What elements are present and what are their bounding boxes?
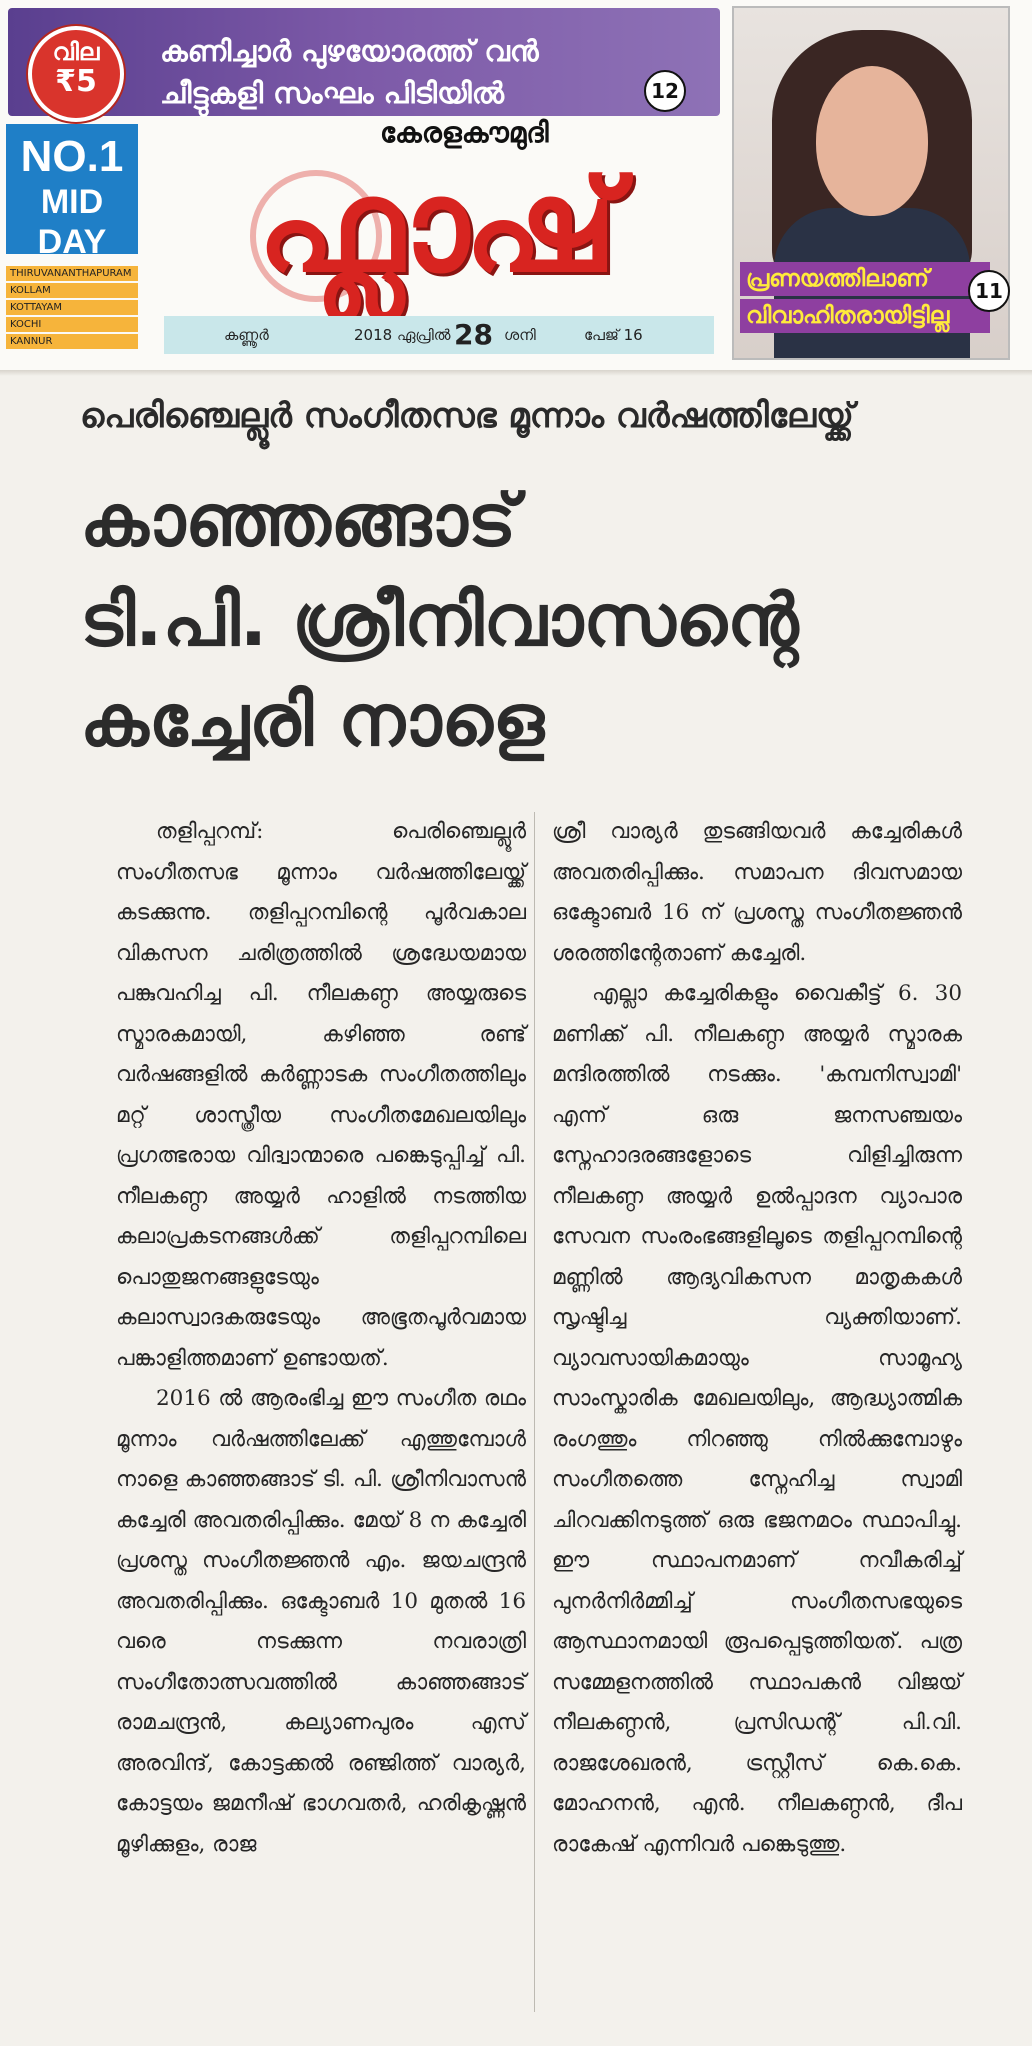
paragraph: എല്ലാ കച്ചേരികളും വൈകീട്ട് 6. 30 മണിക്ക് പി. നീലകണ്ഠ അയ്യർ സ്മാരക മന്ദിരത്തിൽ നടക്കും. 'കമ്പനിസ്വാമി' എന്ന് ഒരു ജനസഞ്ചയം സ്നേഹാദരങ്ങളോടെ വിളിച്ചിരുന്ന നീലകണ്ഠ അയ്യർ ഉൽപ്പാദന വ്യാപാര സേവന സംരംഭങ്ങളിലൂടെ തളിപ്പറമ്പിന്റെ മണ്ണിൽ ആദ്യവികസന മാതൃകകൾ സൃഷ്ടിച്ച വ്യക്തിയാണ്. വ്യാവസായികമായും സാമൂഹ്യ സാംസ്കാരിക മേഖലയിലും, ആദ്ധ്യാത്മിക രംഗത്തും നിറഞ്ഞു നിൽക്കുമ്പോഴും സംഗീതത്തെ സ്നേഹിച്ച സ്വാമി ചിറവക്കിനടുത്ത് ഒരു ഭജനമഠം സ്ഥാപിച്ചു. ഈ സ്ഥാപനമാണ് നവീകരിച്ച് പുനർനിർമ്മിച്ച് സംഗീതസഭയുടെ ആസ്ഥാനമായി രൂപപ്പെടുത്തിയത്. പത്ര സമ്മേളനത്തിൽ സ്ഥാപകൻ വിജയ് നീലകണ്ഠൻ, പ്രസിഡന്റ് പി.വി. രാജശേഖരൻ, ട്രസ്റ്റീസ് കെ.കെ. മോഹനൻ, എൻ. നീലകണ്ഠൻ, ദീപ രാകേഷ് എന്നിവർ പങ്കെടുത്തു. bbox=[552, 981, 962, 1857]
price-value: ₹5 bbox=[55, 64, 97, 99]
clipping-edge bbox=[0, 370, 1032, 376]
paragraph: ശ്രീ വാര്യർ തുടങ്ങിയവർ കച്ചേരികൾ അവതരിപ്പിക്കും. സമാപന ദിവസമായ ഒക്ടോബർ 16 ന് പ്രശസ്ത സംഗീതജ്ഞൻ ശരത്തിന്റേതാണ് കച്ചേരി. bbox=[552, 819, 962, 966]
article-column-left bbox=[116, 812, 526, 1865]
banner-page-badge: 12 bbox=[644, 70, 686, 112]
article-column-right bbox=[552, 812, 962, 1865]
headline-line1: കാഞ്ഞങ്ങാട് bbox=[80, 478, 517, 562]
edition-date: 2018 ഏപ്രിൽ bbox=[354, 326, 451, 344]
masthead bbox=[0, 0, 1032, 370]
banner-headline-line1: കണിച്ചാർ പുഴയോരത്ത് വൻ bbox=[160, 34, 539, 68]
banner-headline-line2: ചീട്ടുകളി സംഘം പിടിയിൽ bbox=[160, 76, 505, 110]
article-kicker: പെരിഞ്ചെല്ലൂർ സംഗീതസഭ മൂന്നാം വർഷത്തിലേയ്ക്ക് bbox=[80, 396, 854, 436]
city-item: KOLLAM bbox=[6, 283, 138, 298]
paragraph: തളിപ്പറമ്പ്: പെരിഞ്ചെല്ലൂർ സംഗീതസഭ മൂന്നാം വർഷത്തിലേയ്ക്ക് കടക്കുന്നു. തളിപ്പറമ്പിന്റെ പൂർവകാല വികസന ചരിത്രത്തിൽ ശ്രദ്ധേയമായ പങ്കുവഹിച്ച പി. നീലകണ്ഠ അയ്യരുടെ സ്മാരകമായി, കഴിഞ്ഞ രണ്ട് വർഷങ്ങളിൽ കർണ്ണാടക സംഗീതത്തിലും മറ്റ് ശാസ്ത്രീയ സംഗീതമേഖലയിലും പ്രഗത്ഭരായ വിദ്വാന്മാരെ പങ്കെടുപ്പിച്ച് പി. നീലകണ്ഠ അയ്യർ ഹാളിൽ നടത്തിയ കലാപ്രകടനങ്ങൾക്ക് തളിപ്പറമ്പിലെ പൊതുജനങ്ങളുടേയും കലാസ്വാദകരുടേയും അഭൂതപൂർവമായ പങ്കാളിത്തമാണ് ഉണ്ടായത്. bbox=[116, 819, 526, 1371]
headline-line3: കച്ചേരി നാളെ bbox=[80, 678, 545, 762]
midday-text: MID DAY bbox=[37, 183, 107, 261]
page-number: പേജ് 16 bbox=[584, 326, 643, 344]
city-item: KOTTAYAM bbox=[6, 300, 138, 315]
city-item: KOCHI bbox=[6, 317, 138, 332]
flash-logo: ഫ്ലാഷ് bbox=[257, 152, 613, 301]
edition-place: കണ്ണൂർ bbox=[224, 326, 269, 344]
edition-day: 28 bbox=[454, 318, 493, 351]
photo-caption bbox=[740, 262, 990, 336]
top-banner bbox=[8, 8, 720, 116]
article-headline bbox=[80, 470, 980, 770]
edition-cities bbox=[6, 266, 138, 351]
price-badge bbox=[28, 26, 124, 122]
paragraph: 2016 ൽ ആരംഭിച്ച ഈ സംഗീത രഥം മൂന്നാം വർഷത്തിലേക്ക് എത്തുമ്പോൾ നാളെ കാഞ്ഞങ്ങാട് ടി. പി. ശ്രീനിവാസൻ കച്ചേരി അവതരിപ്പിക്കും. മേയ് 8 ന കച്ചേരി പ്രശസ്ത സംഗീതജ്ഞൻ എം. ജയചന്ദ്രൻ അവതരിപ്പിക്കും. ഒക്ടോബർ 10 മുതൽ 16 വരെ നടക്കുന്ന നവരാത്രി സംഗീതോത്സവത്തിൽ കാഞ്ഞങ്ങാട് രാമചന്ദ്രൻ, കല്യാണപുരം എസ് അരവിന്ദ്, കോട്ടക്കൽ രഞ്ജിത്ത് വാര്യർ, കോട്ടയം ജമനീഷ് ഭാഗവതർ, ഹരികൃഷ്ണൻ മൂഴിക്കുളം, രാജ bbox=[116, 1386, 526, 1857]
column-divider bbox=[534, 812, 535, 2012]
photo-page-badge: 11 bbox=[968, 270, 1010, 312]
city-item: THIRUVANANTHAPURAM bbox=[6, 266, 138, 281]
brand-name: കേരളകൗമുദി bbox=[380, 116, 549, 149]
photo-caption-line1: പ്രണയത്തിലാണ് bbox=[740, 262, 990, 296]
no1-text: NO.1 bbox=[20, 132, 124, 181]
headline-line2: ടി.പി. ശ്രീനിവാസന്റെ bbox=[80, 578, 799, 662]
no1-midday-logo bbox=[6, 124, 138, 261]
price-label: വില bbox=[52, 38, 100, 66]
banner-headline bbox=[160, 30, 630, 114]
edition-weekday: ശനി bbox=[504, 326, 536, 344]
dateline-bar bbox=[164, 316, 714, 354]
photo-caption-line2: വിവാഹിതരായിട്ടില്ല bbox=[740, 299, 990, 333]
city-item: KANNUR bbox=[6, 334, 138, 349]
photo-face-shape bbox=[816, 66, 928, 216]
